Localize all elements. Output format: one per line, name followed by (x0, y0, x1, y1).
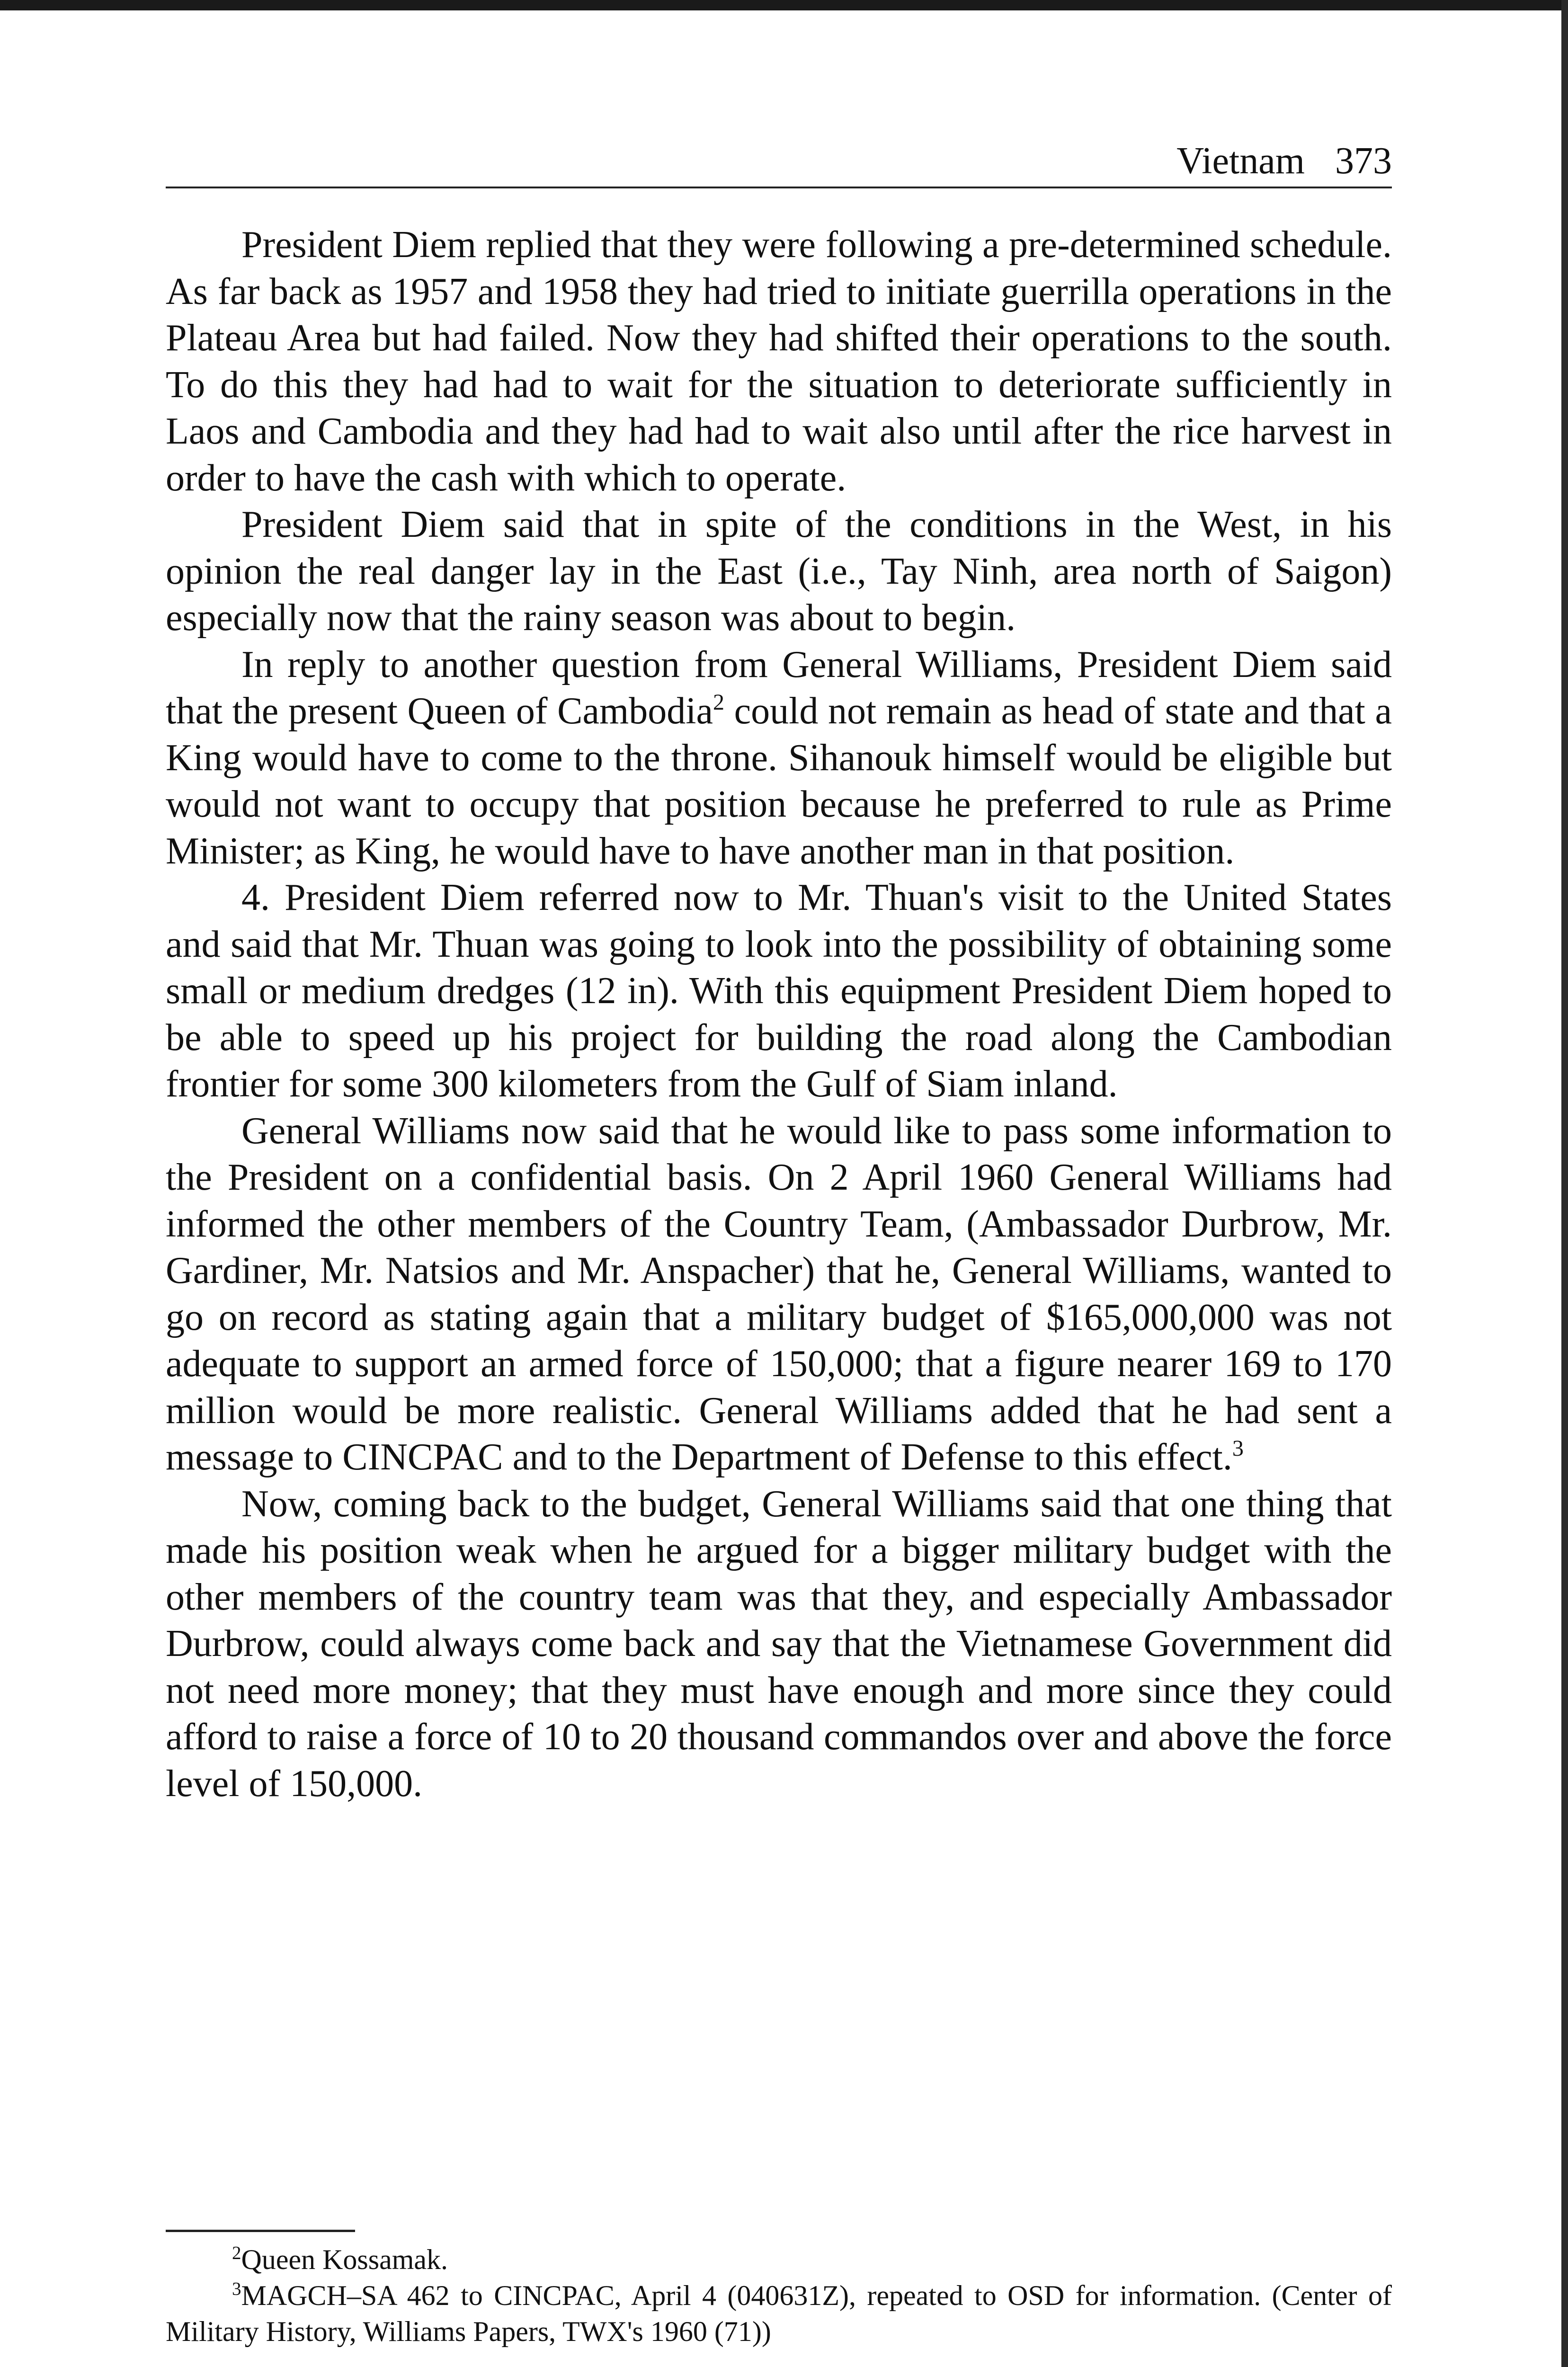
body-text (166, 222, 1392, 1807)
footnote-marker: 3 (232, 2278, 241, 2299)
footnote-text: Queen Kossamak. (241, 2244, 448, 2275)
running-head-title: Vietnam (1176, 140, 1305, 182)
footnote (166, 2242, 1392, 2278)
running-head (166, 142, 1392, 188)
paragraph (166, 1108, 1392, 1481)
paragraph (166, 641, 1392, 875)
paragraph: 4. President Diem referred now to Mr. Thuan's visit to the United States and said that Mr. Thuan was going to look into the possibility of obtaining some small or medium dredges (12 in). With this equipment President Diem hoped to be able to speed up his project for building the road along the Cambodian frontier for some 300 kilometers from the Gulf of Siam inland. (166, 877, 1392, 1105)
scan-right-border (1561, 0, 1568, 2367)
paragraph: Now, coming back to the budget, General Williams said that one thing that made his position weak when he argued for a bigger military budget with the other members of the country team was that they, and especially Ambassador Durbrow, could always come back and say that the Vietnamese Government did not need more money; that they must have enough and more since they could afford to raise a force of 10 to 20 thousand commandos over and above the force level of 150,000. (166, 1483, 1392, 1805)
paragraph-text: In reply to another question from General Williams, President Diem said that the present Queen of Cambodia (166, 643, 1392, 732)
footnote-reference[interactable]: 3 (1232, 1436, 1244, 1461)
footnote-divider (166, 2230, 355, 2232)
paragraph-text: could not remain as head of state and that a King would have to come to the throne. Sihanouk himself would be eligible but would not want to occupy that position because he preferred to rule as Prime Minister; as King, he would have to have another man in that position. (166, 690, 1392, 872)
paragraph: President Diem said that in spite of the conditions in the West, in his opinion the real danger lay in the East (i.e., Tay Ninh, area north of Saigon) especially now that the rainy season was about to begin. (166, 504, 1392, 639)
footnotes (166, 2230, 1392, 2349)
footnote-reference[interactable]: 2 (713, 690, 724, 715)
footnote (166, 2278, 1392, 2349)
page-number: 373 (1335, 140, 1392, 182)
paragraph: President Diem replied that they were following a pre-determined schedule. As far back as 1957 and 1958 they had tried to initiate guerrilla operations in the Plateau Area but had failed. Now they had shifted their operations to the south. To do this they had had to wait for the situation to deteriorate sufficiently in Laos and Cambodia and they had had to wait also until after the rice harvest in order to have the cash with which to operate. (166, 224, 1392, 499)
page (166, 142, 1392, 1807)
footnote-marker: 2 (232, 2242, 241, 2263)
scan-top-border (0, 0, 1568, 10)
footnote-text: MAGCH–SA 462 to CINCPAC, April 4 (040631Z), repeated to OSD for information. (Center of Military History, Williams Papers, TWX's 1960 (71)) (166, 2280, 1392, 2347)
paragraph-text: General Williams now said that he would like to pass some information to the President on a confidential basis. On 2 April 1960 General Williams had informed the other members of the Country Team, (Ambassador Durbrow, Mr. Gardiner, Mr. Natsios and Mr. Anspacher) that he, General Williams, wanted to go on record as stating again that a military budget of $165,000,000 was not adequate to support an armed force of 150,000; that a figure nearer 169 to 170 million would be more realistic. General Williams added that he had sent a message to CINCPAC and to the Department of Defense to this effect. (166, 1110, 1392, 1478)
